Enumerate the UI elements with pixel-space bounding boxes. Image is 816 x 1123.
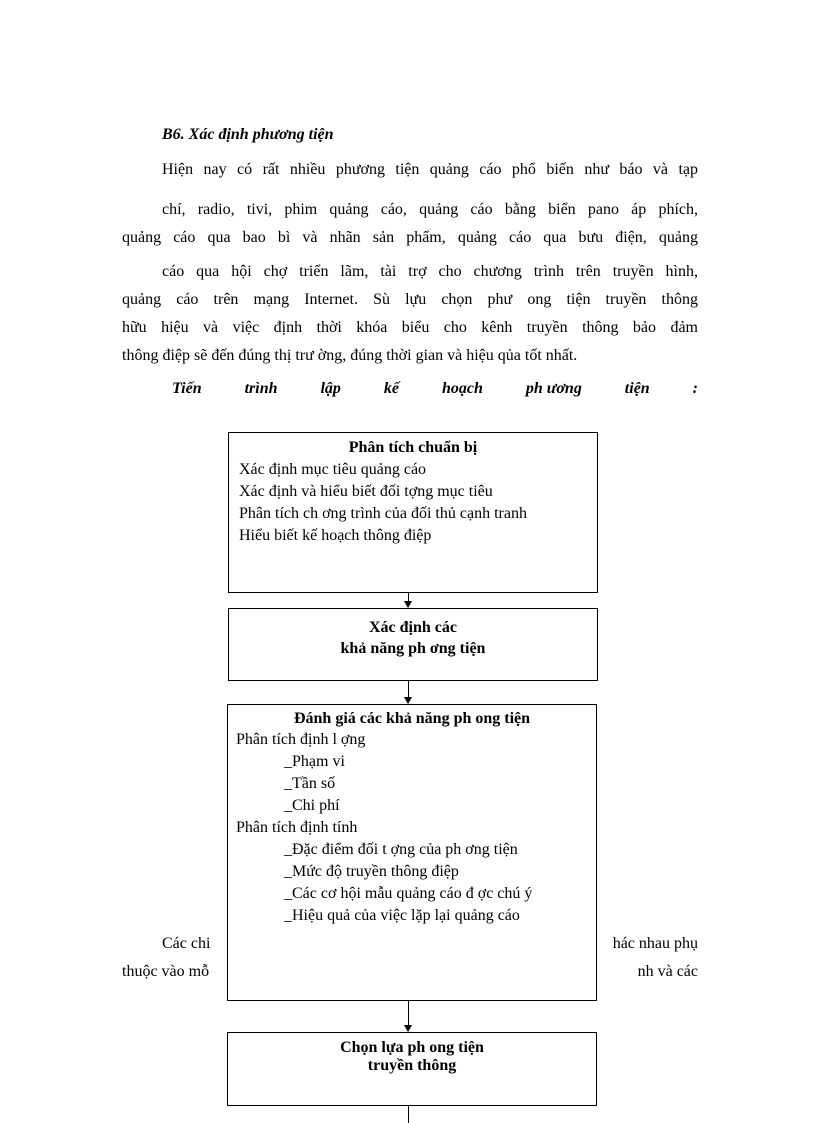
- box-title-line: Chọn lựa ph ong tiện: [340, 1039, 484, 1056]
- intro-line: chí, radio, tivi, phim quảng cáo, quảng cáo bằng biển pano áp phích,: [162, 201, 698, 218]
- box-sub-item: _Phạm vi: [284, 753, 345, 770]
- process-title-word: Tiến: [172, 380, 202, 397]
- box-item: Xác định mục tiêu quảng cáo: [239, 461, 427, 478]
- process-title-word: trình: [244, 380, 278, 397]
- box-title: Phân tích chuẩn bị: [348, 439, 478, 456]
- flow-box-media-selection: [227, 1032, 597, 1106]
- flow-box-preparation: [228, 432, 598, 593]
- intro-line: thông điệp sẽ đến đúng thị trư ờng, đúng thời gian và hiệu qủa tốt nhất.: [122, 347, 578, 364]
- box-sub-item: _Mức độ truyền thông điệp: [284, 863, 459, 880]
- process-title-word: ph ương: [525, 380, 582, 397]
- box-group-label: Phân tích định tính: [236, 819, 358, 836]
- process-title-word: :: [692, 380, 698, 397]
- process-title-word: kế: [383, 380, 400, 397]
- intro-paragraph: [122, 156, 698, 370]
- box-title: Đánh giá các khả năng ph ong tiện: [293, 710, 531, 727]
- box-sub-item: _Hiệu quả của việc lặp lại quảng cáo: [284, 907, 520, 924]
- process-title-word: tiện: [624, 380, 650, 397]
- bottom-line-left: Các chi: [162, 935, 211, 952]
- box-sub-item: _Tần số: [284, 775, 336, 792]
- flow-box-media-options: [228, 608, 598, 681]
- intro-line: quảng cáo trên mạng Internet. Sù lựu chọn phư ong tiện truyền thông: [122, 291, 698, 308]
- flow-connector: [408, 593, 409, 601]
- flow-connector: [408, 1001, 409, 1025]
- flow-arrow-icon: [404, 697, 412, 704]
- box-item: Xác định và hiểu biết đối tợng mục tiêu: [239, 483, 493, 500]
- box-sub-item: _Các cơ hội mẫu quảng cáo đ ợc chú ý: [284, 885, 533, 902]
- flow-arrow-icon: [404, 601, 412, 608]
- box-sub-item: _Chi phí: [284, 797, 340, 814]
- box-item: Phân tích ch ơng trình của đối thủ cạnh tranh: [239, 505, 527, 522]
- flow-connector: [408, 1106, 409, 1123]
- flow-connector: [408, 681, 409, 697]
- box-title-line: truyền thông: [367, 1057, 457, 1074]
- section-heading: B6. Xác định phương tiện: [162, 126, 334, 143]
- intro-line: hữu hiệu và việc định thời khóa biểu cho kênh truyền thông bảo đảm: [122, 319, 698, 336]
- flow-arrow-icon: [404, 1025, 412, 1032]
- bottom-line-right: hác nhau phụ: [612, 935, 698, 952]
- box-item: Hiểu biết kế hoạch thông điệp: [239, 527, 432, 544]
- process-title: [172, 380, 698, 398]
- bottom-line-right: nh và các: [637, 963, 698, 980]
- process-title-word: hoạch: [441, 380, 483, 397]
- box-group-label: Phân tích định l ợng: [236, 731, 366, 748]
- process-title-word: lập: [320, 380, 341, 397]
- bottom-line-left: thuộc vào mỗ: [122, 963, 210, 980]
- intro-line: Hiện nay có rất nhiều phương tiện quảng cáo phổ biến như báo và tạp: [162, 161, 698, 178]
- intro-line: cáo qua hội chợ triển lãm, tài trợ cho chương trình trên truyền hình,: [162, 263, 698, 280]
- box-title-line: Xác định các: [369, 619, 457, 636]
- box-sub-item: _Đặc điểm đối t ợng của ph ơng tiện: [284, 841, 518, 858]
- intro-line: quảng cáo qua bao bì và nhãn sản phẩm, quảng cáo qua bưu điện, quảng: [122, 229, 698, 246]
- box-title-line: khả năng ph ơng tiện: [340, 640, 486, 657]
- flow-box-evaluation: [227, 704, 597, 1001]
